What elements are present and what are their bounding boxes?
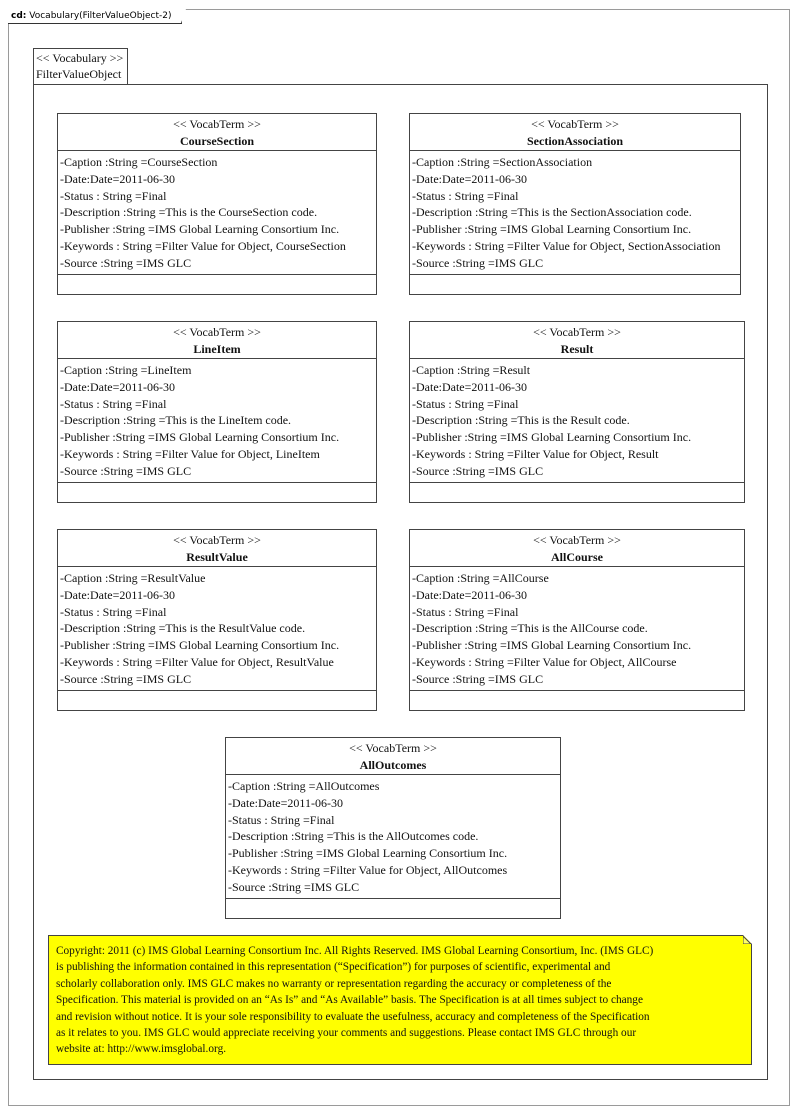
class-name: SectionAssociation (527, 134, 623, 148)
class-attribute: -Publisher :String =IMS Global Learning Consortium Inc. (412, 222, 692, 237)
class-attribute: -Status : String =Final (412, 396, 519, 411)
vocab-term-class[interactable] (57, 113, 377, 295)
class-attribute: -Date:Date=2011-06-30 (60, 379, 175, 394)
class-header (410, 114, 740, 151)
class-attribute: -Caption :String =ResultValue (60, 571, 206, 585)
class-attribute: -Source :String =IMS GLC (60, 255, 192, 270)
class-attribute: -Publisher :String =IMS Global Learning Consortium Inc. (60, 222, 340, 237)
class-attribute: -Status : String =Final (60, 188, 167, 203)
class-operations (410, 275, 740, 294)
class-operations (58, 483, 376, 502)
class-attributes (58, 151, 376, 275)
class-attribute: -Caption :String =AllCourse (412, 571, 549, 585)
package-name: FilterValueObject (36, 67, 122, 81)
vocab-term-class[interactable] (225, 737, 561, 919)
note-line: is publishing the information contained in this representation (“Specification”) for purposes of scientific, experimental and (56, 961, 611, 974)
class-attribute: -Date:Date=2011-06-30 (228, 795, 343, 810)
vocab-term-class[interactable] (409, 321, 745, 503)
class-attribute: -Status : String =Final (412, 188, 519, 203)
diagram-kind: cd: (11, 11, 27, 21)
class-attribute: -Keywords : String =Filter Value for Object, ResultValue (60, 654, 334, 669)
note-line: website at: http://www.imsglobal.org. (56, 1043, 227, 1056)
class-operations (410, 691, 744, 710)
class-attributes (410, 359, 744, 483)
class-name: AllCourse (551, 550, 603, 564)
class-header (226, 738, 560, 775)
class-attribute: -Date:Date=2011-06-30 (60, 171, 175, 186)
class-attribute: -Status : String =Final (60, 604, 167, 619)
class-attribute: -Caption :String =AllOutcomes (228, 779, 380, 793)
class-attribute: -Keywords : String =Filter Value for Object, CourseSection (60, 238, 346, 253)
class-attribute: -Description :String =This is the CourseSection code. (60, 205, 318, 220)
class-attribute: -Status : String =Final (228, 812, 335, 827)
class-attribute: -Publisher :String =IMS Global Learning Consortium Inc. (60, 638, 340, 653)
class-attributes (58, 567, 376, 691)
class-attribute: -Source :String =IMS GLC (412, 255, 544, 270)
class-attribute: -Publisher :String =IMS Global Learning Consortium Inc. (412, 430, 692, 445)
class-attribute: -Keywords : String =Filter Value for Object, AllCourse (412, 654, 677, 669)
class-header (410, 322, 744, 359)
class-attributes (58, 359, 376, 483)
class-attribute: -Publisher :String =IMS Global Learning Consortium Inc. (228, 846, 508, 861)
class-attribute: -Description :String =This is the Result code. (412, 413, 630, 428)
class-stereotype: << VocabTerm >> (349, 741, 437, 755)
class-operations (410, 483, 744, 502)
class-operations (58, 275, 376, 294)
class-stereotype: << VocabTerm >> (533, 325, 621, 339)
class-attribute: -Caption :String =SectionAssociation (412, 155, 593, 169)
copyright-note[interactable] (48, 935, 752, 1065)
diagram-frame-left-border (8, 9, 9, 1106)
class-attribute: -Keywords : String =Filter Value for Object, AllOutcomes (228, 862, 508, 877)
class-attribute: -Source :String =IMS GLC (412, 463, 544, 478)
class-attribute: -Date:Date=2011-06-30 (412, 587, 527, 602)
class-attribute: -Caption :String =LineItem (60, 363, 192, 377)
class-attribute: -Date:Date=2011-06-30 (412, 171, 527, 186)
class-name: Result (560, 342, 594, 356)
note-line: Specification. This material is provided on an “As Is” and “As Available” basis. The Specification is at all times subject to change (56, 994, 643, 1007)
class-stereotype: << VocabTerm >> (533, 533, 621, 547)
class-name: CourseSection (180, 134, 254, 148)
class-attribute: -Caption :String =CourseSection (60, 155, 218, 169)
class-attribute: -Keywords : String =Filter Value for Object, LineItem (60, 446, 320, 461)
class-attribute: -Caption :String =Result (412, 363, 531, 377)
diagram-frame-label (8, 9, 182, 24)
class-operations (58, 691, 376, 710)
class-attributes (410, 151, 740, 275)
vocab-term-class[interactable] (409, 113, 741, 295)
vocab-term-class[interactable] (57, 321, 377, 503)
class-attribute: -Source :String =IMS GLC (228, 879, 360, 894)
class-name: AllOutcomes (359, 758, 427, 772)
class-attributes (226, 775, 560, 899)
note-line: Copyright: 2011 (c) IMS Global Learning Consortium Inc. All Rights Reserved. IMS Global Learning Consortium, Inc. (IMS GLC) (56, 945, 654, 957)
class-stereotype: << VocabTerm >> (173, 117, 261, 131)
class-operations (226, 899, 560, 918)
note-line: and revision without notice. It is your sole responsibility to evaluate the usefulness, accuracy and completeness of the Specification (56, 1010, 650, 1023)
package-tab[interactable] (33, 48, 128, 84)
class-attribute: -Date:Date=2011-06-30 (412, 379, 527, 394)
vocab-term-class[interactable] (409, 529, 745, 711)
note-line: scholarly collaboration only. IMS GLC makes no warranty or representation regarding the accuracy or completeness of the (56, 977, 612, 990)
note-line: as it relates to you. IMS GLC would appreciate receiving your comments and suggestions. Please contact IMS GLC through our (56, 1027, 637, 1040)
vocab-term-class[interactable] (57, 529, 377, 711)
class-name: LineItem (193, 342, 241, 356)
class-attribute: -Publisher :String =IMS Global Learning Consortium Inc. (60, 430, 340, 445)
note-fold-corner-icon (743, 936, 751, 944)
class-header (58, 322, 376, 359)
class-attribute: -Description :String =This is the AllOutcomes code. (228, 829, 479, 844)
diagram-title: Vocabulary(FilterValueObject-2) (29, 11, 172, 21)
class-header (410, 530, 744, 567)
class-attribute: -Description :String =This is the LineItem code. (60, 413, 292, 428)
class-attribute: -Description :String =This is the ResultValue code. (60, 621, 306, 636)
package-stereotype: << Vocabulary >> (36, 51, 124, 65)
class-attribute: -Date:Date=2011-06-30 (60, 587, 175, 602)
class-attribute: -Source :String =IMS GLC (60, 463, 192, 478)
class-attribute: -Keywords : String =Filter Value for Object, Result (412, 446, 659, 461)
class-attribute: -Publisher :String =IMS Global Learning Consortium Inc. (412, 638, 692, 653)
class-name: ResultValue (186, 550, 248, 564)
class-stereotype: << VocabTerm >> (173, 325, 261, 339)
class-attribute: -Status : String =Final (60, 396, 167, 411)
class-stereotype: << VocabTerm >> (531, 117, 619, 131)
class-attributes (410, 567, 744, 691)
class-attribute: -Source :String =IMS GLC (60, 671, 192, 686)
class-attribute: -Source :String =IMS GLC (412, 671, 544, 686)
class-header (58, 114, 376, 151)
class-attribute: -Keywords : String =Filter Value for Object, SectionAssociation (412, 238, 721, 253)
class-attribute: -Status : String =Final (412, 604, 519, 619)
class-stereotype: << VocabTerm >> (173, 533, 261, 547)
class-attribute: -Description :String =This is the AllCourse code. (412, 621, 648, 636)
class-header (58, 530, 376, 567)
class-attribute: -Description :String =This is the SectionAssociation code. (412, 205, 692, 220)
